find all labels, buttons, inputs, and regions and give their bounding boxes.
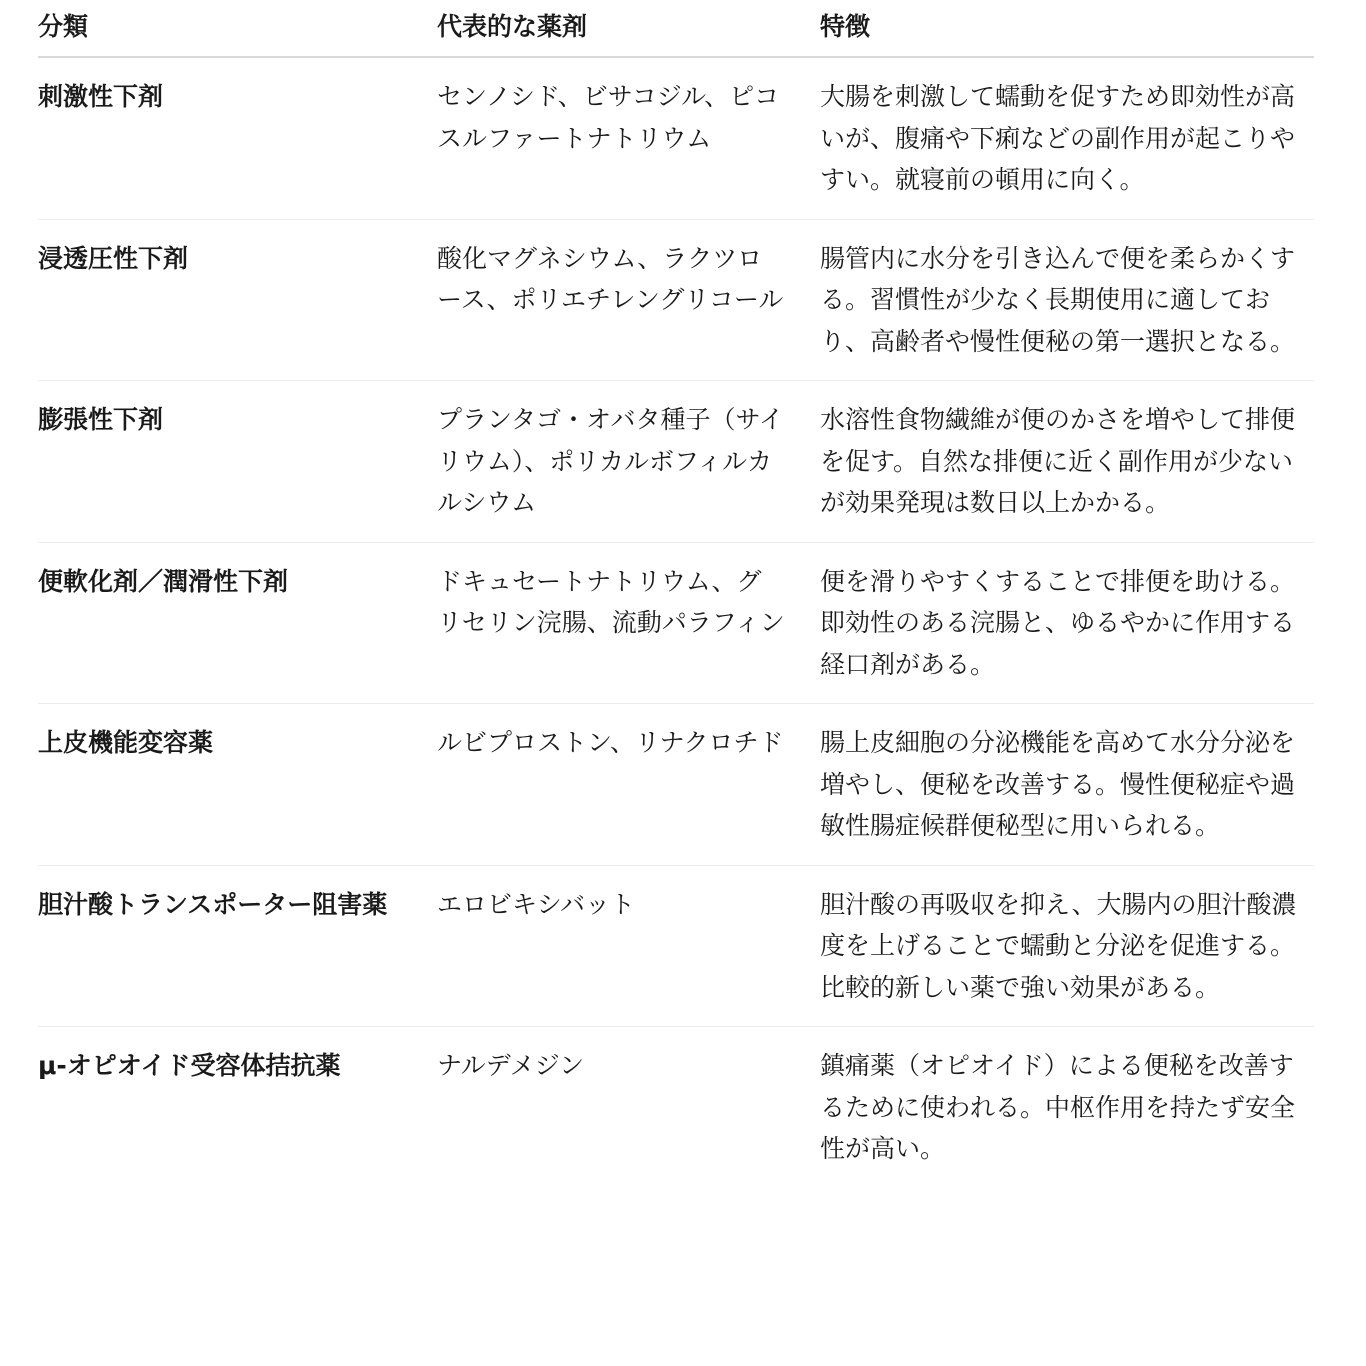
table-header-row — [38, 0, 1314, 57]
row-features: 腸上皮細胞の分泌機能を高めて水分分泌を増やし、便秘を改善する。慢性便秘症や過敏性腸症候群便秘型に用いられる。 — [820, 704, 1314, 866]
header-drugs: 代表的な薬剤 — [437, 0, 820, 57]
row-category: μ-オピオイド受容体拮抗薬 — [38, 1051, 341, 1080]
row-category: 浸透圧性下剤 — [38, 219, 437, 381]
laxative-table-container — [38, 0, 1314, 1188]
row-drugs: ルビプロストン、リナクロチド — [437, 704, 820, 866]
laxative-table — [38, 0, 1314, 1188]
row-drugs: ドキュセートナトリウム、グリセリン浣腸、流動パラフィン — [437, 542, 820, 704]
row-drugs: プランタゴ・オバタ種子（サイリウム）、ポリカルボフィルカルシウム — [437, 381, 820, 543]
row-features: 水溶性食物繊維が便のかさを増やして排便を促す。自然な排便に近く副作用が少ないが効果発現は数日以上かかる。 — [820, 381, 1314, 543]
table-row — [38, 219, 1314, 381]
row-features: 鎮痛薬（オピオイド）による便秘を改善するために使われる。中枢作用を持たず安全性が高い。 — [820, 1051, 1296, 1163]
row-drugs: 酸化マグネシウム、ラクツロース、ポリエチレングリコール — [437, 219, 820, 381]
row-drugs: センノシド、ビサコジル、ピコスルファートナトリウム — [437, 57, 820, 219]
table-row — [38, 381, 1314, 543]
row-features: 大腸を刺激して蠕動を促すため即効性が高いが、腹痛や下痢などの副作用が起こりやすい。就寝前の頓用に向く。 — [820, 57, 1314, 219]
row-features: 便を滑りやすくすることで排便を助ける。即効性のある浣腸と、ゆるやかに作用する経口剤がある。 — [820, 542, 1314, 704]
row-category: 便軟化剤／潤滑性下剤 — [38, 542, 437, 704]
table-row — [38, 865, 1314, 1027]
row-features: 腸管内に水分を引き込んで便を柔らかくする。習慣性が少なく長期使用に適しており、高齢者や慢性便秘の第一選択となる。 — [820, 219, 1314, 381]
table-row — [38, 704, 1314, 866]
row-category: 胆汁酸トランスポーター阻害薬 — [38, 865, 437, 1027]
row-category: 上皮機能変容薬 — [38, 704, 437, 866]
table-row — [38, 542, 1314, 704]
row-drugs: エロビキシバット — [437, 865, 820, 1027]
row-category: 膨張性下剤 — [38, 381, 437, 543]
header-category: 分類 — [38, 0, 437, 57]
row-category: 刺激性下剤 — [38, 57, 437, 219]
table-row — [38, 57, 1314, 219]
header-features: 特徴 — [820, 0, 1314, 57]
table-row — [38, 1027, 1314, 1188]
row-features: 胆汁酸の再吸収を抑え、大腸内の胆汁酸濃度を上げることで蠕動と分泌を促進する。比較的新しい薬で強い効果がある。 — [820, 865, 1314, 1027]
row-drugs: ナルデメジン — [437, 1051, 585, 1080]
